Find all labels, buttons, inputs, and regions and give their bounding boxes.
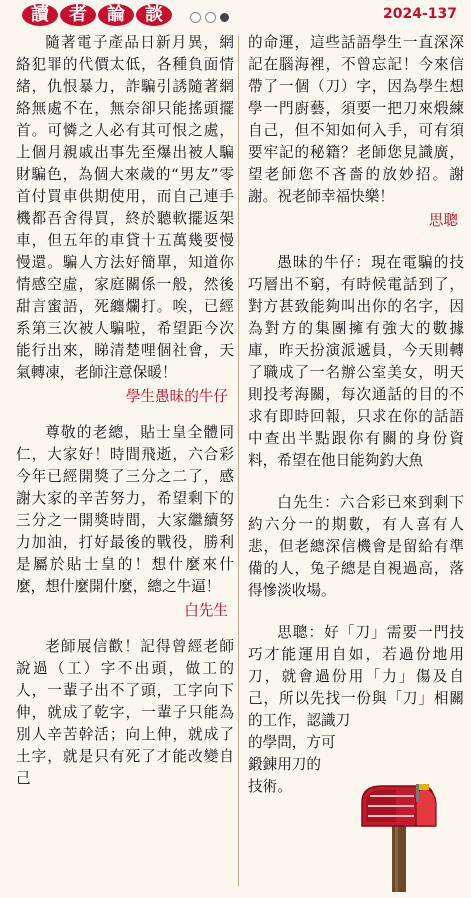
column-title [22, 4, 172, 26]
editor-reply: 白先生：六合彩已來到剩下約六分一的期數，有人喜有人悲，但老總深信機會是留給有準備的人，兔子總是自視過高，落得慘淡收場。 [248, 494, 464, 599]
letter-paragraph: 的命運，這些話語學生一直深深記在腦海裡，不曾忘記！今來信帶了一個（刀）字，因為學生想學一門廚藝，須要一把刀來煅練自己，但不知如何入手，可有須要牢記的秘籍？老師您見識廣，望老師您不吝嗇的放妙招。謝謝。祝老師幸福快樂！ [248, 34, 464, 205]
spacer [248, 232, 464, 252]
letter-signature: 白先生 [184, 602, 228, 619]
circle-icon [205, 12, 216, 23]
spacer [16, 408, 234, 422]
letter-signature: 學生愚昧的牛仔 [125, 388, 228, 405]
reply-text: 思聰：好「刀」需要一門技巧才能運用自如，若過份地用刀，就會過份用「力」傷及自己，所以先找一份與「刀」相關的工作，認識刀 [248, 624, 464, 729]
letter-paragraph: 尊敬的老總，貼士皇全體同仁，大家好！時間飛逝，六合彩今年已經開獎了三分之二了，感謝大家的辛苦努力，希望剩下的三分之一開獎時間，大家繼續努力加油，打好最後的戰役，勝利是屬於貼士皇的！想什麼來什麼，想什麼開什麼，總之牛逼！ [16, 424, 234, 595]
letter-signature: 思聰 [428, 212, 458, 229]
letter-paragraph: 隨著電子產品日新月異，網絡犯罪的代價太低，各種負面情緒，仇恨暴力，詐騙引誘隨著網絡無處不在，無奈卻只能搖頭擺首。可憐之人必有其可恨之處，上個月親戚出事先至爆出被人騙財騙色，為個大來歲的“男友”零首付買車供期使用，而自己連手機都吾舍得買，終於聽軟擺返架車，但五年的車貸十五萬幾要慢慢還。騙人方法好簡單，知道你情感空虛，家庭關係一般，然後甜言蜜語，死纏爛打。唉，已經系第三次被人騙啦，希望距今次能行出來，睇清楚哩個社會，天氣轉凍，老師注意保暖！ [16, 34, 234, 381]
circle-icon [190, 12, 201, 23]
editor-reply [248, 622, 464, 798]
reply-text: 的學問，方可 [248, 734, 336, 751]
filled-circle-icon [220, 13, 229, 22]
reply-text: 技術。 [248, 778, 292, 795]
title-char-4: 談 [136, 4, 172, 26]
title-char-1: 讀 [22, 4, 58, 26]
left-column [16, 32, 234, 790]
decorative-dots [190, 12, 229, 23]
editor-reply: 愚昧的牛仔：現在電騙的技巧層出不窮，有時候電話到了，對方甚致能夠叫出你的名字，因為對方的集團擁有強大的數據庫，昨天扮演派遞員，今天則轉了職成了一名辦公室美女，明天則投考海關，每次通話的目的不求有即時回報，只求在你的話語中查出半點跟你有關的身份資料，希望在他日能夠釣大魚 [248, 254, 464, 469]
mailbox-icon [356, 782, 440, 892]
column-divider [238, 36, 239, 886]
issue-number: 2024-137 [383, 6, 457, 22]
letter-paragraph: 老師展信歡！記得曾經老師說過（工）字不出頭，做工的人，一輩子出不了頭，工字向下伸，就成了乾字，一輩子只能為別人辛苦幹活；向上伸，就成了土字，就是只有死了才能改變自己 [16, 638, 234, 787]
title-char-2: 者 [60, 4, 96, 26]
spacer [248, 472, 464, 492]
right-column [248, 32, 464, 798]
reply-text: 鍛錬用刀的 [248, 756, 321, 773]
header [0, 0, 471, 30]
title-char-3: 論 [98, 4, 134, 26]
spacer [16, 622, 234, 636]
spacer [248, 602, 464, 622]
